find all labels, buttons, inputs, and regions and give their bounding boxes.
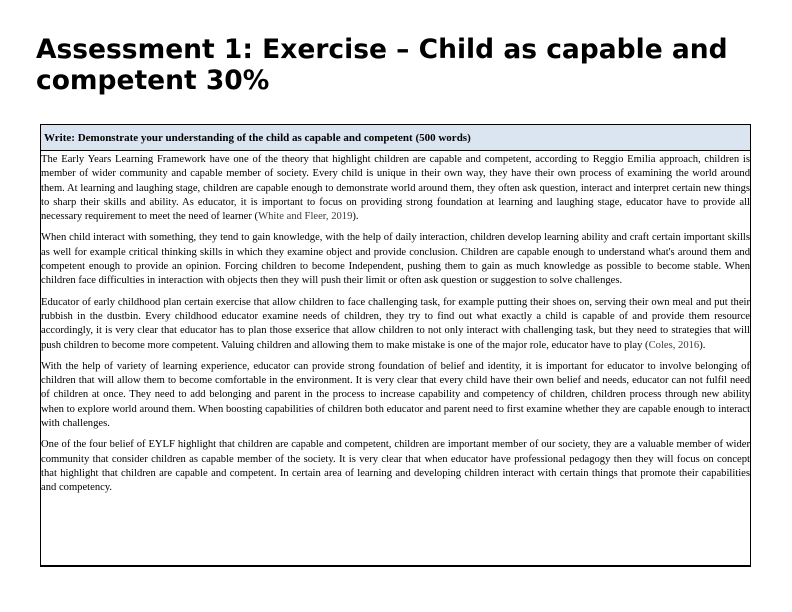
paragraph-2: [41, 231, 750, 288]
paragraph-closing: ).: [699, 339, 706, 351]
paragraph-1: [41, 153, 750, 224]
paragraph-5: [41, 438, 750, 495]
citation: Coles, 2016: [648, 339, 700, 351]
paragraph-text: Educator of early childhood plan certain exercise that allow children to face challenging task, for example putting their shoes on, serving their own meal and put their rubbish in the dustbin. Every childhood educator examine needs of children, they try to find out what exactly a child is capable of and provide them resource accordingly, it is very clear that educator has to plan those exserice that allow children to not only interact with challenging task, but they need to strategies that will push children to become more competent. Valuing children and allowing them to make mistake is one of the major role, educator have to play (: [41, 296, 750, 351]
paragraph-text: The Early Years Learning Framework have one of the theory that highlight children are capable and competent, according to Reggio Emilia approach, children is member of wider community and capable member of society. Every child is unique in their own way, they have their own process of examining the world around them. At learning and laughing stage, children are capable enough to demonstrate world around them, they often ask question, interact and interpret certain new things to sharp their skills and ability. As educator, it is important to focus on providing strong foundation at learning and laughing stage, educator have to provide all necessary requirement to meet the need of learner (: [41, 154, 750, 223]
table-header: Write: Demonstrate your understanding of the child as capable and competent (500 words): [41, 125, 750, 151]
table-body: [41, 151, 750, 496]
paragraph-3: [41, 296, 750, 353]
paragraph-text: With the help of variety of learning experience, educator can provide strong foundation of belief and identity, it is important for educator to involve belonging of children that will allow them to become comfortable in the environment. It is very clear that every child have their own belief and needs, educator can not fulfil need of children at once. They need to add belonging and parent in the process to increase capability and competency of children, children process through new ability when to explore world around them. When boosting capabilities of children both educator and parent need to first examine whether they are capable enough to interact with challenges.: [41, 360, 750, 430]
citation: White and Fleer, 2019: [258, 211, 353, 223]
page-title: Assessment 1: Exercise – Child as capable and competent 30%: [36, 34, 728, 96]
paragraph-text: When child interact with something, they tend to gain knowledge, with the help of daily interaction, children develop learning ability and craft certain important skills as well for example critical thinking skills in which they examine object and provide conclusion. Children are capable enough to understand what's around them and competent enough to provide an opinion. Forcing children to become Independent, pushing them to gain as much knowledge as possible to become stable. When children face difficulties in interaction with objects then they will push their limit or often ask question or suggestion to solve challenges.: [41, 232, 750, 287]
paragraph-text: One of the four belief of EYLF highlight that children are capable and competent, children are important member of our society, they are a valuable member of wider community that consider children as capable member of the society. It is very clear that when educator have professional pedagogy then they will focus on concept that highlight that children are capable and competent. In certain area of learning and developing children interact with certain things that promote their capabilities and competency.: [41, 439, 750, 494]
assessment-table: [40, 124, 751, 567]
paragraph-closing: ).: [352, 211, 359, 223]
paragraph-4: [41, 360, 750, 431]
